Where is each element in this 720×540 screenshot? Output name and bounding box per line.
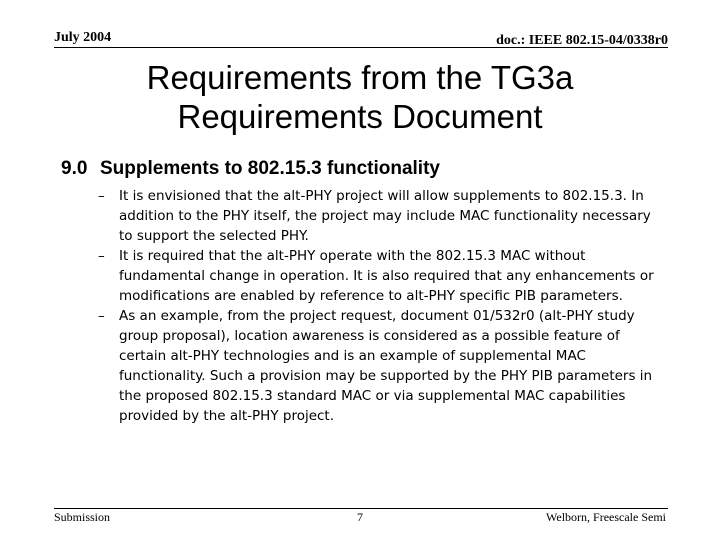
footer-divider bbox=[54, 508, 668, 509]
title-line-2: Requirements Document bbox=[177, 98, 543, 135]
page-number: 7 bbox=[357, 510, 363, 524]
section-heading bbox=[61, 158, 440, 180]
bullet-text: As an example, from the project request, document 01/532r0 (alt-PHY study group proposal), location awareness is considered as a possible feature of certain alt-PHY technologies and is an example of supplemental MAC functionality. Such a provision may be supported by the PHY PIB parameters in the proposed 802.15.3 standard MAC or via supplemental MAC capabilities provided by the alt-PHY project. bbox=[119, 308, 653, 424]
bullet-item bbox=[98, 306, 660, 426]
bullet-item bbox=[98, 246, 660, 306]
slide-title bbox=[60, 58, 660, 136]
bullet-list bbox=[98, 186, 660, 426]
section-title: Supplements to 802.15.3 functionality bbox=[100, 158, 440, 179]
footer-submission: Submission bbox=[54, 510, 111, 524]
title-line-1: Requirements from the TG3a bbox=[146, 59, 574, 96]
bullet-dash: – bbox=[98, 188, 105, 204]
bullet-dash: – bbox=[98, 308, 105, 324]
header-doc-number: doc.: IEEE 802.15-04/0338r0 bbox=[496, 33, 668, 48]
footer-author: Welborn, Freescale Semi bbox=[546, 510, 666, 524]
header-date: July 2004 bbox=[54, 30, 112, 45]
bullet-dash: – bbox=[98, 248, 105, 264]
bullet-text: It is envisioned that the alt-PHY project will allow supplements to 802.15.3. In addition to the PHY itself, the project may include MAC functionality necessary to support the selected PHY. bbox=[119, 188, 651, 244]
bullet-text: It is required that the alt-PHY operate with the 802.15.3 MAC without fundamental change in operation. It is also required that any enhancements or modifications are enabled by reference to alt-PHY specific PIB parameters. bbox=[119, 248, 654, 304]
header-divider bbox=[54, 47, 668, 48]
section-number: 9.0 bbox=[61, 158, 88, 179]
bullet-item bbox=[98, 186, 660, 246]
